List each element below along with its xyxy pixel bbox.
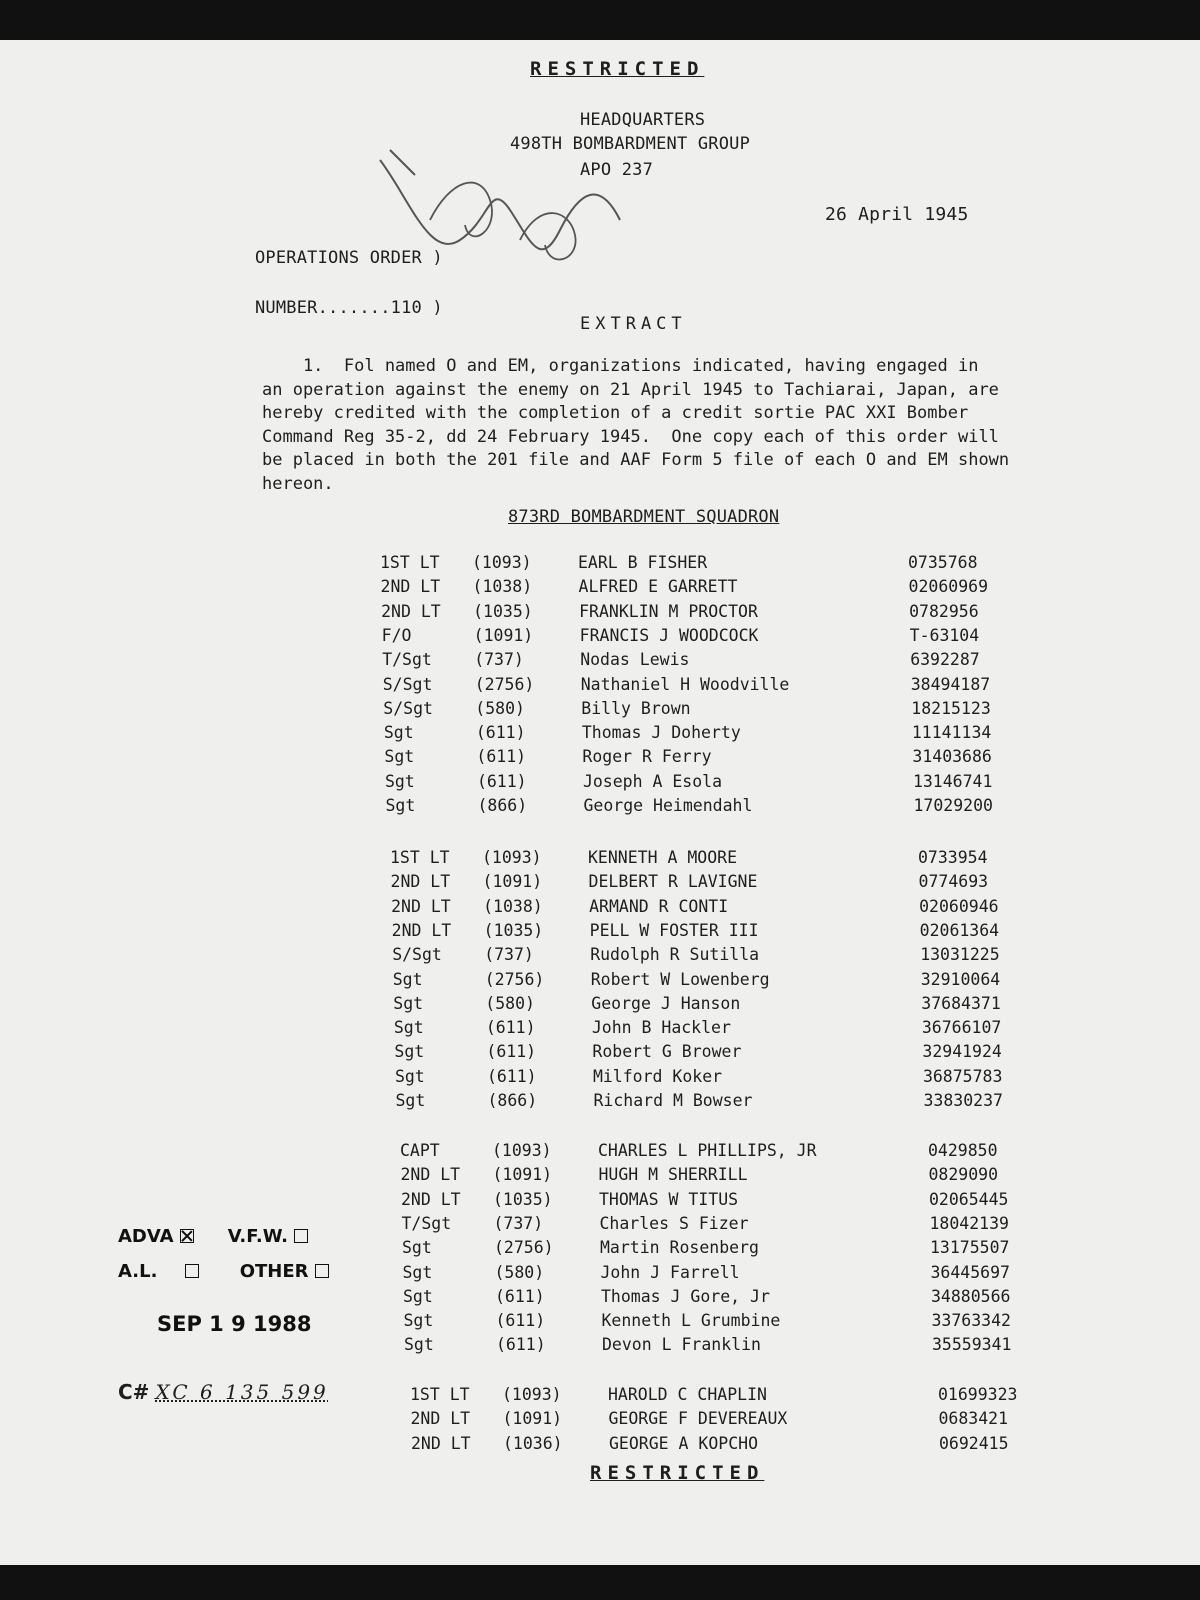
member-mos-code: (1038) <box>483 896 543 916</box>
member-rank: Sgt <box>395 1091 426 1110</box>
paragraph-line: Command Reg 35-2, dd 24 February 1945. One copy each of this order will <box>262 426 999 447</box>
member-rank: Sgt <box>402 1262 433 1282</box>
member-mos-code: (2756) <box>474 674 535 694</box>
member-rank: S/Sgt <box>382 674 433 694</box>
member-serial: 02060969 <box>908 577 989 597</box>
member-name: Rudolph R Sutilla <box>590 945 760 965</box>
member-serial: 33763342 <box>931 1311 1011 1331</box>
paragraph-line: be placed in both the 201 file and AAF Form 5 file of each O and EM shown <box>262 450 1010 470</box>
member-name: THOMAS W TITUS <box>599 1189 739 1209</box>
order-date: 26 April 1945 <box>825 204 969 225</box>
member-serial: 0733954 <box>918 848 988 867</box>
member-name: Nathaniel H Woodville <box>580 674 790 694</box>
adva-checkbox <box>180 1229 194 1243</box>
member-serial: 0429850 <box>928 1141 998 1160</box>
other-checkbox <box>315 1264 329 1278</box>
member-mos-code: (1093) <box>502 1385 562 1404</box>
member-mos-code: (611) <box>476 747 527 767</box>
member-serial: 0829090 <box>928 1165 999 1185</box>
paragraph-line: hereby credited with the completion of a credit sortie PAC XXI Bomber <box>262 403 969 423</box>
vfw-label: V.F.W. <box>227 1226 288 1247</box>
headquarters-line: HEADQUARTERS <box>580 110 706 130</box>
member-rank: T/Sgt <box>401 1213 452 1233</box>
member-serial: 36875783 <box>922 1066 1003 1086</box>
member-rank: Sgt <box>384 771 415 791</box>
member-serial: 36445697 <box>930 1262 1010 1282</box>
member-rank: Sgt <box>404 1335 434 1355</box>
member-rank: Sgt <box>392 969 423 989</box>
member-name: EARL B FISHER <box>578 553 708 572</box>
member-serial: 18215123 <box>911 698 991 718</box>
member-mos-code: (2756) <box>484 969 545 989</box>
operations-order-label: OPERATIONS ORDER ) <box>255 248 443 268</box>
case-number-value: XC 6 135 599 <box>155 1380 329 1404</box>
member-name: HAROLD C CHAPLIN <box>608 1385 767 1404</box>
member-serial: 6392287 <box>910 650 980 670</box>
member-rank: Sgt <box>385 796 416 815</box>
member-mos-code: (866) <box>487 1091 538 1110</box>
member-mos-code: (1093) <box>472 553 532 572</box>
member-name: GEORGE F DEVEREAUX <box>608 1409 788 1429</box>
member-mos-code: (737) <box>493 1213 544 1233</box>
member-rank: 2ND LT <box>401 1189 461 1209</box>
member-mos-code: (1091) <box>492 1165 553 1185</box>
member-serial: 33830237 <box>923 1091 1003 1110</box>
member-rank: Sgt <box>384 747 415 767</box>
member-serial: 13175507 <box>930 1238 1010 1258</box>
stamp-date: SEP 1 9 1988 <box>157 1312 312 1336</box>
member-name: DELBERT R LAVIGNE <box>588 872 758 892</box>
member-rank: 2ND LT <box>391 896 451 916</box>
member-name: KENNETH A MOORE <box>588 848 738 867</box>
paragraph-line: hereon. <box>262 473 334 494</box>
member-mos-code: (611) <box>486 1042 537 1062</box>
member-serial: 32941924 <box>922 1042 1002 1062</box>
member-rank: Sgt <box>402 1238 432 1258</box>
classification-header: RESTRICTED <box>530 58 705 80</box>
member-serial: 36766107 <box>921 1018 1002 1038</box>
member-mos-code: (1038) <box>472 577 533 597</box>
order-paragraph <box>262 355 1142 496</box>
member-rank: T/Sgt <box>382 650 432 670</box>
member-name: PELL W FOSTER III <box>589 920 759 940</box>
member-serial: 18042139 <box>929 1213 1009 1233</box>
member-mos-code: (1036) <box>503 1433 563 1453</box>
case-number-label: C# <box>118 1380 150 1404</box>
member-rank: S/Sgt <box>392 945 442 965</box>
member-name: Milford Koker <box>592 1066 723 1086</box>
member-serial: 0774693 <box>918 872 989 892</box>
member-name: HUGH M SHERRILL <box>598 1165 748 1185</box>
apo-line: APO 237 <box>580 160 654 180</box>
other-label: OTHER <box>239 1261 309 1282</box>
top-dark-edge <box>0 0 1200 40</box>
member-mos-code: (611) <box>496 1335 546 1355</box>
member-serial: 0782956 <box>909 601 979 621</box>
member-rank: S/Sgt <box>383 698 433 718</box>
member-serial: 02065445 <box>929 1189 1009 1209</box>
member-name: George J Hanson <box>591 993 741 1013</box>
member-rank: 2ND LT <box>410 1409 471 1429</box>
order-number: NUMBER.......110 ) <box>255 298 443 318</box>
member-serial: 13031225 <box>920 945 1000 965</box>
member-mos-code: (611) <box>485 1018 536 1038</box>
extract-heading: EXTRACT <box>580 314 687 334</box>
member-serial: 11141134 <box>911 723 992 743</box>
stamp-row-2 <box>118 1261 329 1282</box>
al-checkbox <box>185 1264 199 1278</box>
member-rank: 1ST LT <box>390 848 450 867</box>
paragraph-line: 1. Fol named O and EM, organizations indicated, having engaged in <box>262 356 979 376</box>
member-name: Thomas J Gore, Jr <box>601 1286 770 1306</box>
member-serial: 37684371 <box>921 993 1001 1013</box>
member-serial: 02061364 <box>919 920 1000 940</box>
member-mos-code: (611) <box>486 1066 537 1086</box>
member-name: Joseph A Esola <box>582 771 723 791</box>
member-rank: 2ND LT <box>380 577 441 597</box>
member-mos-code: (1035) <box>493 1189 553 1209</box>
member-name: George Heimendahl <box>583 796 753 815</box>
member-name: Robert W Lowenberg <box>590 969 770 989</box>
al-label: A.L. <box>118 1261 158 1282</box>
member-name: ARMAND R CONTI <box>589 896 729 916</box>
member-mos-code: (2756) <box>494 1238 554 1258</box>
member-name: Richard M Bowser <box>593 1091 753 1110</box>
member-mos-code: (580) <box>494 1262 545 1282</box>
adva-label: ADVA <box>118 1226 174 1247</box>
member-rank: Sgt <box>394 1042 425 1062</box>
group-line: 498TH BOMBARDMENT GROUP <box>510 134 751 154</box>
member-rank: Sgt <box>393 993 424 1013</box>
member-mos-code: (1093) <box>482 848 542 867</box>
member-mos-code: (1035) <box>483 920 544 940</box>
member-serial: 32910064 <box>920 969 1001 989</box>
member-rank: Sgt <box>394 1066 425 1086</box>
member-serial: 13146741 <box>912 771 993 791</box>
member-mos-code: (1093) <box>492 1141 552 1160</box>
member-name: FRANCIS J WOODCOCK <box>579 625 759 645</box>
member-name: Thomas J Doherty <box>581 723 741 743</box>
member-mos-code: (580) <box>475 698 525 718</box>
stamp-row-1 <box>118 1226 308 1247</box>
member-name: John J Farrell <box>600 1262 740 1282</box>
vfw-checkbox <box>294 1229 308 1243</box>
member-mos-code: (1091) <box>482 872 543 892</box>
member-rank: 2ND LT <box>411 1433 471 1453</box>
member-rank: 2ND LT <box>390 872 451 892</box>
member-mos-code: (580) <box>485 993 535 1013</box>
member-mos-code: (611) <box>495 1311 546 1331</box>
member-name: Devon L Franklin <box>602 1335 761 1355</box>
member-rank: Sgt <box>383 723 414 743</box>
member-serial: 35559341 <box>932 1335 1012 1355</box>
classification-footer: RESTRICTED <box>590 1462 765 1484</box>
member-serial: 01699323 <box>938 1385 1018 1404</box>
member-mos-code: (1091) <box>473 625 534 645</box>
member-serial: 0683421 <box>938 1409 1009 1429</box>
member-rank: 2ND LT <box>381 601 441 621</box>
member-mos-code: (1035) <box>473 601 533 621</box>
member-name: Charles S Fizer <box>599 1213 749 1233</box>
member-rank: 2ND LT <box>400 1165 461 1185</box>
member-name: Roger R Ferry <box>582 747 712 767</box>
member-mos-code: (1091) <box>502 1409 563 1429</box>
member-mos-code: (611) <box>476 771 527 791</box>
squadron-heading: 873RD BOMBARDMENT SQUADRON <box>508 507 780 527</box>
member-rank: Sgt <box>393 1018 424 1038</box>
member-rank: Sgt <box>403 1311 434 1331</box>
case-number <box>118 1380 329 1404</box>
member-mos-code: (611) <box>475 723 526 743</box>
member-rank: 2ND LT <box>391 920 452 940</box>
member-serial: T-63104 <box>909 625 980 645</box>
member-mos-code: (737) <box>474 650 524 670</box>
member-rank: CAPT <box>400 1141 440 1160</box>
member-rank: Sgt <box>403 1286 433 1306</box>
member-name: Martin Rosenberg <box>600 1238 759 1258</box>
member-name: John B Hackler <box>591 1018 731 1038</box>
member-mos-code: (611) <box>495 1286 545 1306</box>
member-rank: 1ST LT <box>410 1385 470 1404</box>
paragraph-line: an operation against the enemy on 21 April 1945 to Tachiarai, Japan, are <box>262 379 999 400</box>
member-name: CHARLES L PHILLIPS, JR <box>598 1141 817 1160</box>
bottom-dark-edge <box>0 1565 1200 1600</box>
member-rank: 1ST LT <box>380 553 440 572</box>
member-mos-code: (737) <box>484 945 534 965</box>
member-serial: 31403686 <box>912 747 992 767</box>
member-name: Robert G Brower <box>592 1042 742 1062</box>
member-name: ALFRED E GARRETT <box>578 577 738 597</box>
member-serial: 0692415 <box>939 1433 1009 1453</box>
member-serial: 38494187 <box>910 674 991 694</box>
member-name: GEORGE A KOPCHO <box>609 1433 759 1453</box>
member-rank: F/O <box>381 625 412 645</box>
member-name: Kenneth L Grumbine <box>601 1311 781 1331</box>
member-serial: 34880566 <box>931 1286 1011 1306</box>
member-serial: 17029200 <box>913 796 993 815</box>
member-mos-code: (866) <box>477 796 528 815</box>
member-serial: 0735768 <box>908 553 978 572</box>
member-serial: 02060946 <box>919 896 999 916</box>
member-name: FRANKLIN M PROCTOR <box>579 601 758 621</box>
member-name: Nodas Lewis <box>580 650 690 670</box>
member-name: Billy Brown <box>581 698 691 718</box>
